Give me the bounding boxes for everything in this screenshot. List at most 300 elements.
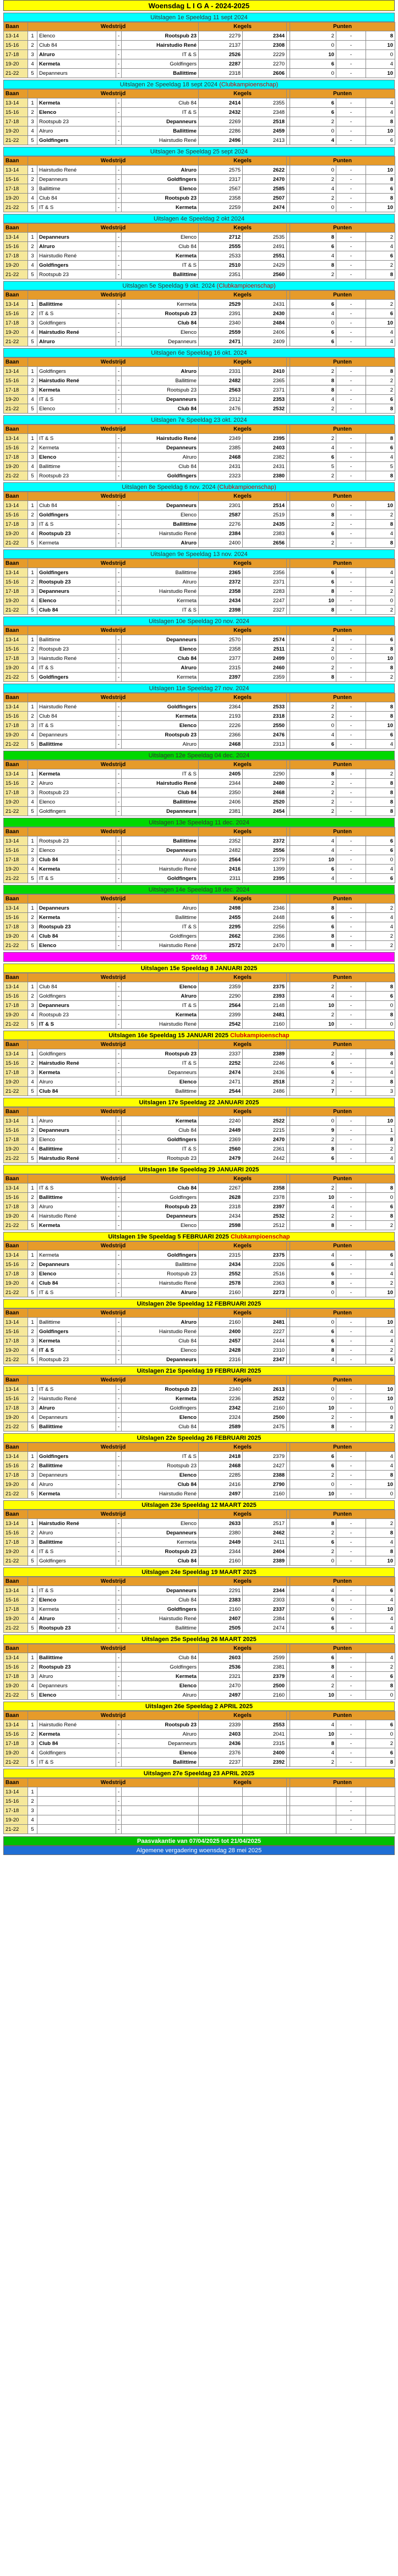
home-team-cell: IT & S <box>37 1346 116 1355</box>
home-pins-cell: 2323 <box>199 471 243 481</box>
home-points-cell: 8 <box>290 233 336 242</box>
home-points-cell: 2 <box>290 1077 336 1087</box>
lane-cell: 13-14 <box>4 635 28 645</box>
game-number-cell: 5 <box>28 1221 37 1230</box>
game-number-cell: 3 <box>28 184 37 194</box>
lane-cell: 15-16 <box>4 712 28 721</box>
vs-dash-cell: - <box>116 846 122 855</box>
game-row <box>4 1758 395 1767</box>
away-pins-cell: 2400 <box>243 1748 287 1758</box>
game-row <box>4 1614 395 1623</box>
points-dash-cell: - <box>336 31 366 41</box>
column-header-row <box>4 1443 395 1452</box>
home-team-cell: Depanneurs <box>37 904 116 913</box>
home-points-cell: 4 <box>290 635 336 645</box>
column-header-row <box>4 224 395 233</box>
round-title: Uitslagen 14e Speeldag 18 dec. 2024 <box>148 887 250 893</box>
away-points-cell: 8 <box>366 471 395 481</box>
round-title: Uitslagen 18e Speeldag 29 JANUARI 2025 <box>139 1166 259 1173</box>
home-points-cell: 2 <box>290 1758 336 1767</box>
home-pins-cell: 2526 <box>199 50 243 59</box>
home-pins-cell: 2533 <box>199 251 243 261</box>
vs-dash-cell: - <box>116 166 122 175</box>
game-number-cell: 2 <box>28 1595 37 1605</box>
away-team-cell: Club 84 <box>122 1126 199 1135</box>
points-dash-cell: - <box>336 1221 366 1230</box>
lane-cell: 17-18 <box>4 1672 28 1681</box>
game-number-cell: 5 <box>28 941 37 950</box>
away-team-cell: IT & S <box>122 50 199 59</box>
away-pins-cell: 2406 <box>243 328 287 337</box>
points-dash-cell: - <box>336 1480 366 1489</box>
home-team-cell: Depanneurs <box>37 69 116 78</box>
games-table <box>3 1308 395 1364</box>
home-pins-cell: 2160 <box>199 1556 243 1566</box>
away-points-cell: 4 <box>366 1336 395 1346</box>
away-team-cell: Goldfingers <box>122 932 199 941</box>
home-points-cell: 2 <box>290 117 336 126</box>
away-points-cell: 2 <box>366 1663 395 1672</box>
points-dash-cell: - <box>336 434 366 443</box>
lane-cell: 15-16 <box>4 1394 28 1403</box>
home-pins-cell: 2160 <box>199 1605 243 1614</box>
game-number-cell: 5 <box>28 1825 37 1834</box>
home-points-cell: 2 <box>290 367 336 376</box>
lane-cell: 15-16 <box>4 992 28 1001</box>
game-number-cell: 4 <box>28 1413 37 1422</box>
home-points-cell: 10 <box>290 855 336 865</box>
points-dash-cell: - <box>336 126 366 136</box>
home-pins-cell: 2414 <box>199 98 243 108</box>
away-team-cell: Rootspub 23 <box>122 1202 199 1212</box>
away-team-cell: Rootspub 23 <box>122 1154 199 1163</box>
lane-cell: 19-20 <box>4 59 28 69</box>
home-team-cell: Ballittime <box>37 300 116 309</box>
home-points-cell: 0 <box>290 1556 336 1566</box>
away-points-cell: 8 <box>366 404 395 414</box>
game-number-cell: 1 <box>28 1452 37 1461</box>
away-team-cell: Goldfingers <box>122 1193 199 1202</box>
away-points-cell: 6 <box>366 1202 395 1212</box>
points-dash-cell: - <box>336 1049 366 1059</box>
lane-cell: 21-22 <box>4 673 28 682</box>
away-pins-cell: 2410 <box>243 367 287 376</box>
game-number-cell: 5 <box>28 1087 37 1096</box>
round-championship-note: Clubkampioenschap <box>230 1234 290 1240</box>
home-points-cell: 0 <box>290 1605 336 1614</box>
away-points-cell: 6 <box>366 992 395 1001</box>
home-team-cell: Ballittime <box>37 1144 116 1154</box>
home-points-cell: 4 <box>290 443 336 453</box>
away-pins-cell: 2517 <box>243 1519 287 1528</box>
away-pins-cell: 2520 <box>243 797 287 807</box>
column-header-row <box>4 358 395 367</box>
vs-dash-cell: - <box>116 1001 122 1010</box>
home-points-cell: 0 <box>290 721 336 730</box>
home-pins-cell: 2321 <box>199 1672 243 1681</box>
vs-dash-cell: - <box>116 779 122 788</box>
game-row <box>4 836 395 846</box>
away-points-cell: 6 <box>366 1355 395 1364</box>
game-row <box>4 529 395 538</box>
round-title: Uitslagen 5e Speeldag 9 okt. 2024 <box>122 283 215 289</box>
away-pins-cell: 2160 <box>243 1020 287 1029</box>
points-dash-cell: - <box>336 395 366 404</box>
game-number-cell: 5 <box>28 471 37 481</box>
home-team-cell: Rootspub 23 <box>37 1663 116 1672</box>
away-team-cell <box>122 1825 199 1834</box>
game-row <box>4 242 395 251</box>
header-baan: Baan <box>4 358 28 367</box>
away-team-cell: Depanneurs <box>122 1355 199 1364</box>
game-row <box>4 1221 395 1230</box>
points-dash-cell: - <box>336 1327 366 1336</box>
home-team-cell: Rootspub 23 <box>37 529 116 538</box>
away-pins-cell: 2375 <box>243 1251 287 1260</box>
lane-cell: 15-16 <box>4 309 28 318</box>
column-header-row <box>4 90 395 98</box>
away-pins-cell: 2535 <box>243 233 287 242</box>
round-title: Uitslagen 25e Speeldag 26 MAART 2025 <box>141 1636 257 1643</box>
away-pins-cell: 2326 <box>243 1260 287 1269</box>
home-pins-cell: 2318 <box>199 69 243 78</box>
points-dash-cell: - <box>336 654 366 663</box>
points-dash-cell: - <box>336 1471 366 1480</box>
home-pins-cell: 2416 <box>199 1480 243 1489</box>
points-dash-cell: - <box>336 309 366 318</box>
away-team-cell: IT & S <box>122 1144 199 1154</box>
away-pins-cell: 2532 <box>243 1212 287 1221</box>
game-row <box>4 404 395 414</box>
home-team-cell: Rootspub 23 <box>37 270 116 279</box>
points-dash-cell: - <box>336 904 366 913</box>
home-pins-cell: 2312 <box>199 395 243 404</box>
game-row <box>4 1135 395 1144</box>
home-points-cell: 2 <box>290 404 336 414</box>
vs-dash-cell: - <box>116 98 122 108</box>
round-title: Uitslagen 19e Speeldag 5 FEBRUARI 2025 <box>108 1234 229 1240</box>
points-dash-cell: - <box>336 673 366 682</box>
away-points-cell: 10 <box>366 1480 395 1489</box>
points-dash-cell: - <box>336 577 366 587</box>
away-pins-cell: 2460 <box>243 663 287 673</box>
home-pins-cell: 2575 <box>199 166 243 175</box>
game-row <box>4 712 395 721</box>
game-row <box>4 1087 395 1096</box>
vs-dash-cell: - <box>116 1586 122 1595</box>
header-punten: Punten <box>290 1108 395 1116</box>
home-team-cell <box>37 1797 116 1806</box>
header-kegels: Kegels <box>199 559 287 568</box>
game-number-cell: 5 <box>28 1288 37 1297</box>
away-pins-cell: 2361 <box>243 1144 287 1154</box>
away-team-cell: Goldfingers <box>122 1135 199 1144</box>
home-pins-cell: 2279 <box>199 31 243 41</box>
lane-cell: 19-20 <box>4 1413 28 1422</box>
vs-dash-cell: - <box>116 1184 122 1193</box>
vs-dash-cell: - <box>116 1346 122 1355</box>
game-row <box>4 136 395 145</box>
vs-dash-cell: - <box>116 982 122 992</box>
vs-dash-cell: - <box>116 702 122 712</box>
vs-dash-cell: - <box>116 1556 122 1566</box>
vs-dash-cell: - <box>116 117 122 126</box>
points-dash-cell: - <box>336 730 366 740</box>
home-team-cell: Alruro <box>37 1614 116 1623</box>
header-kegels: Kegels <box>199 90 287 98</box>
header-kegels: Kegels <box>199 828 287 836</box>
home-pins-cell: 2470 <box>199 1681 243 1691</box>
away-pins-cell: 2366 <box>243 932 287 941</box>
away-pins-cell: 2397 <box>243 1202 287 1212</box>
column-header-row <box>4 157 395 166</box>
vs-dash-cell: - <box>116 1049 122 1059</box>
home-points-cell: 2 <box>290 1135 336 1144</box>
home-team-cell: Goldfingers <box>37 1452 116 1461</box>
home-team-cell: IT & S <box>37 1547 116 1556</box>
away-team-cell: Elenco <box>122 328 199 337</box>
lane-cell: 13-14 <box>4 1452 28 1461</box>
game-row <box>4 721 395 730</box>
lane-cell: 13-14 <box>4 367 28 376</box>
home-pins-cell: 2318 <box>199 1202 243 1212</box>
game-row <box>4 1020 395 1029</box>
away-team-cell: Alruro <box>122 1691 199 1700</box>
vs-dash-cell: - <box>116 1730 122 1739</box>
game-row <box>4 1595 395 1605</box>
lane-cell: 21-22 <box>4 1691 28 1700</box>
away-team-cell: Hairstudio René <box>122 1279 199 1288</box>
round-title: Uitslagen 13e Speeldag 11 dec. 2024 <box>149 819 249 826</box>
game-number-cell: 5 <box>28 1355 37 1364</box>
lane-cell: 17-18 <box>4 453 28 462</box>
game-row <box>4 251 395 261</box>
away-pins-cell: 2613 <box>243 1385 287 1394</box>
away-points-cell: 6 <box>366 1748 395 1758</box>
home-points-cell: 6 <box>290 59 336 69</box>
vs-dash-cell: - <box>116 233 122 242</box>
game-number-cell: 2 <box>28 1663 37 1672</box>
points-dash-cell: - <box>336 242 366 251</box>
away-points-cell: 8 <box>366 788 395 797</box>
home-points-cell: 10 <box>290 1020 336 1029</box>
away-pins-cell: 2484 <box>243 318 287 328</box>
game-row <box>4 904 395 913</box>
header-wedstrijd: Wedstrijd <box>28 1041 199 1049</box>
points-dash-cell: - <box>336 251 366 261</box>
away-points-cell: 0 <box>366 1403 395 1413</box>
home-points-cell: 8 <box>290 1519 336 1528</box>
vs-dash-cell: - <box>116 645 122 654</box>
away-points-cell: 8 <box>366 175 395 184</box>
lane-cell: 17-18 <box>4 184 28 194</box>
game-row <box>4 233 395 242</box>
game-row <box>4 1538 395 1547</box>
column-header-row <box>4 492 395 501</box>
away-pins-cell: 2462 <box>243 1528 287 1538</box>
away-points-cell: 4 <box>366 108 395 117</box>
home-team-cell: Kermeta <box>37 443 116 453</box>
away-pins-cell: 2379 <box>243 1452 287 1461</box>
game-number-cell: 1 <box>28 635 37 645</box>
home-points-cell: 4 <box>290 1586 336 1595</box>
away-points-cell: 6 <box>366 635 395 645</box>
away-points-cell: 10 <box>366 1116 395 1126</box>
game-number-cell: 5 <box>28 1623 37 1633</box>
game-number-cell: 1 <box>28 367 37 376</box>
home-team-cell: Rootspub 23 <box>37 471 116 481</box>
game-row <box>4 645 395 654</box>
away-team-cell: Hairstudio René <box>122 136 199 145</box>
header-kegels: Kegels <box>199 291 287 300</box>
away-team-cell: Rootspub 23 <box>122 730 199 740</box>
game-row <box>4 194 395 203</box>
game-row <box>4 568 395 577</box>
away-pins-cell: 2383 <box>243 529 287 538</box>
points-dash-cell: - <box>336 1547 366 1556</box>
away-team-cell: Goldfingers <box>122 471 199 481</box>
vs-dash-cell: - <box>116 328 122 337</box>
vs-dash-cell: - <box>116 31 122 41</box>
away-points-cell: 10 <box>366 318 395 328</box>
game-number-cell: 3 <box>28 721 37 730</box>
home-team-cell: Ballittime <box>37 1653 116 1663</box>
home-team-cell: Rootspub 23 <box>37 1623 116 1633</box>
home-pins-cell: 2544 <box>199 1087 243 1096</box>
game-row <box>4 855 395 865</box>
game-row <box>4 702 395 712</box>
game-row <box>4 1556 395 1566</box>
home-team-cell: Kermeta <box>37 59 116 69</box>
game-row <box>4 992 395 1001</box>
away-points-cell: 6 <box>366 846 395 855</box>
points-dash-cell: - <box>336 1825 366 1834</box>
away-pins-cell: 2516 <box>243 1269 287 1279</box>
games-table <box>3 760 395 816</box>
home-team-cell: Club 84 <box>37 606 116 615</box>
vs-dash-cell: - <box>116 1068 122 1077</box>
away-points-cell: 4 <box>366 453 395 462</box>
home-pins-cell: 2286 <box>199 126 243 136</box>
game-row <box>4 654 395 663</box>
game-number-cell: 5 <box>28 69 37 78</box>
vs-dash-cell: - <box>116 874 122 883</box>
lane-cell: 17-18 <box>4 50 28 59</box>
game-number-cell: 2 <box>28 712 37 721</box>
game-number-cell: 1 <box>28 300 37 309</box>
home-points-cell: 8 <box>290 769 336 779</box>
lane-cell: 15-16 <box>4 1059 28 1068</box>
home-points-cell: 6 <box>290 1538 336 1547</box>
away-team-cell: Alruro <box>122 1288 199 1297</box>
home-team-cell: Kermeta <box>37 98 116 108</box>
game-number-cell: 4 <box>28 328 37 337</box>
vs-dash-cell: - <box>116 1595 122 1605</box>
home-points-cell: 6 <box>290 1269 336 1279</box>
home-points-cell: 2 <box>290 1010 336 1020</box>
vs-dash-cell: - <box>116 41 122 50</box>
lane-cell: 17-18 <box>4 386 28 395</box>
home-team-cell: Elenco <box>37 1595 116 1605</box>
home-points-cell: 6 <box>290 1059 336 1068</box>
away-pins-cell: 2790 <box>243 1480 287 1489</box>
header-wedstrijd: Wedstrijd <box>28 559 199 568</box>
game-number-cell: 5 <box>28 1489 37 1499</box>
game-number-cell: 2 <box>28 1193 37 1202</box>
home-points-cell: 0 <box>290 1318 336 1327</box>
home-points-cell: 4 <box>290 184 336 194</box>
home-team-cell: Alruro <box>37 242 116 251</box>
header-baan: Baan <box>4 761 28 769</box>
lane-cell: 21-22 <box>4 1355 28 1364</box>
points-dash-cell: - <box>336 1318 366 1327</box>
home-team-cell: Alruro <box>37 50 116 59</box>
lane-cell: 19-20 <box>4 1010 28 1020</box>
games-table <box>3 693 395 749</box>
away-pins-cell: 2246 <box>243 1059 287 1068</box>
away-points-cell: 8 <box>366 1212 395 1221</box>
away-points-cell: 2 <box>366 300 395 309</box>
home-pins-cell: 2384 <box>199 529 243 538</box>
home-points-cell: 0 <box>290 1288 336 1297</box>
points-dash-cell: - <box>336 1116 366 1126</box>
away-team-cell: Depanneurs <box>122 1212 199 1221</box>
lane-cell: 21-22 <box>4 1154 28 1163</box>
home-points-cell: 2 <box>290 471 336 481</box>
home-team-cell: Hairstudio René <box>37 1212 116 1221</box>
home-points-cell: 7 <box>290 1087 336 1096</box>
games-table <box>3 1510 395 1566</box>
header-wedstrijd: Wedstrijd <box>28 157 199 166</box>
home-pins-cell: 2457 <box>199 1336 243 1346</box>
home-pins-cell <box>199 1806 243 1815</box>
away-team-cell: Hairstudio René <box>122 779 199 788</box>
round-block <box>3 1031 395 1096</box>
game-row <box>4 922 395 932</box>
home-points-cell: 4 <box>290 730 336 740</box>
vs-dash-cell: - <box>116 654 122 663</box>
header-baan: Baan <box>4 1779 28 1787</box>
game-row <box>4 673 395 682</box>
away-team-cell: Ballittime <box>122 1758 199 1767</box>
away-pins-cell: 2404 <box>243 1547 287 1556</box>
round-header <box>3 1769 395 1778</box>
points-dash-cell: - <box>336 769 366 779</box>
home-team-cell: Rootspub 23 <box>37 922 116 932</box>
game-row <box>4 31 395 41</box>
lane-cell: 13-14 <box>4 31 28 41</box>
lane-cell: 17-18 <box>4 721 28 730</box>
points-dash-cell: - <box>336 337 366 346</box>
game-number-cell: 1 <box>28 836 37 846</box>
game-number-cell: 4 <box>28 194 37 203</box>
home-pins-cell: 2399 <box>199 1010 243 1020</box>
away-pins-cell: 2491 <box>243 242 287 251</box>
away-pins-cell: 2290 <box>243 769 287 779</box>
home-pins-cell: 2295 <box>199 922 243 932</box>
home-pins-cell: 2476 <box>199 404 243 414</box>
game-row <box>4 462 395 471</box>
game-row <box>4 1049 395 1059</box>
lane-cell: 19-20 <box>4 730 28 740</box>
away-points-cell: 8 <box>366 1413 395 1422</box>
game-row <box>4 1077 395 1087</box>
lane-cell: 17-18 <box>4 1739 28 1748</box>
away-points-cell: 10 <box>366 721 395 730</box>
away-points-cell: 4 <box>366 913 395 922</box>
home-pins-cell: 2358 <box>199 645 243 654</box>
points-dash-cell: - <box>336 462 366 471</box>
